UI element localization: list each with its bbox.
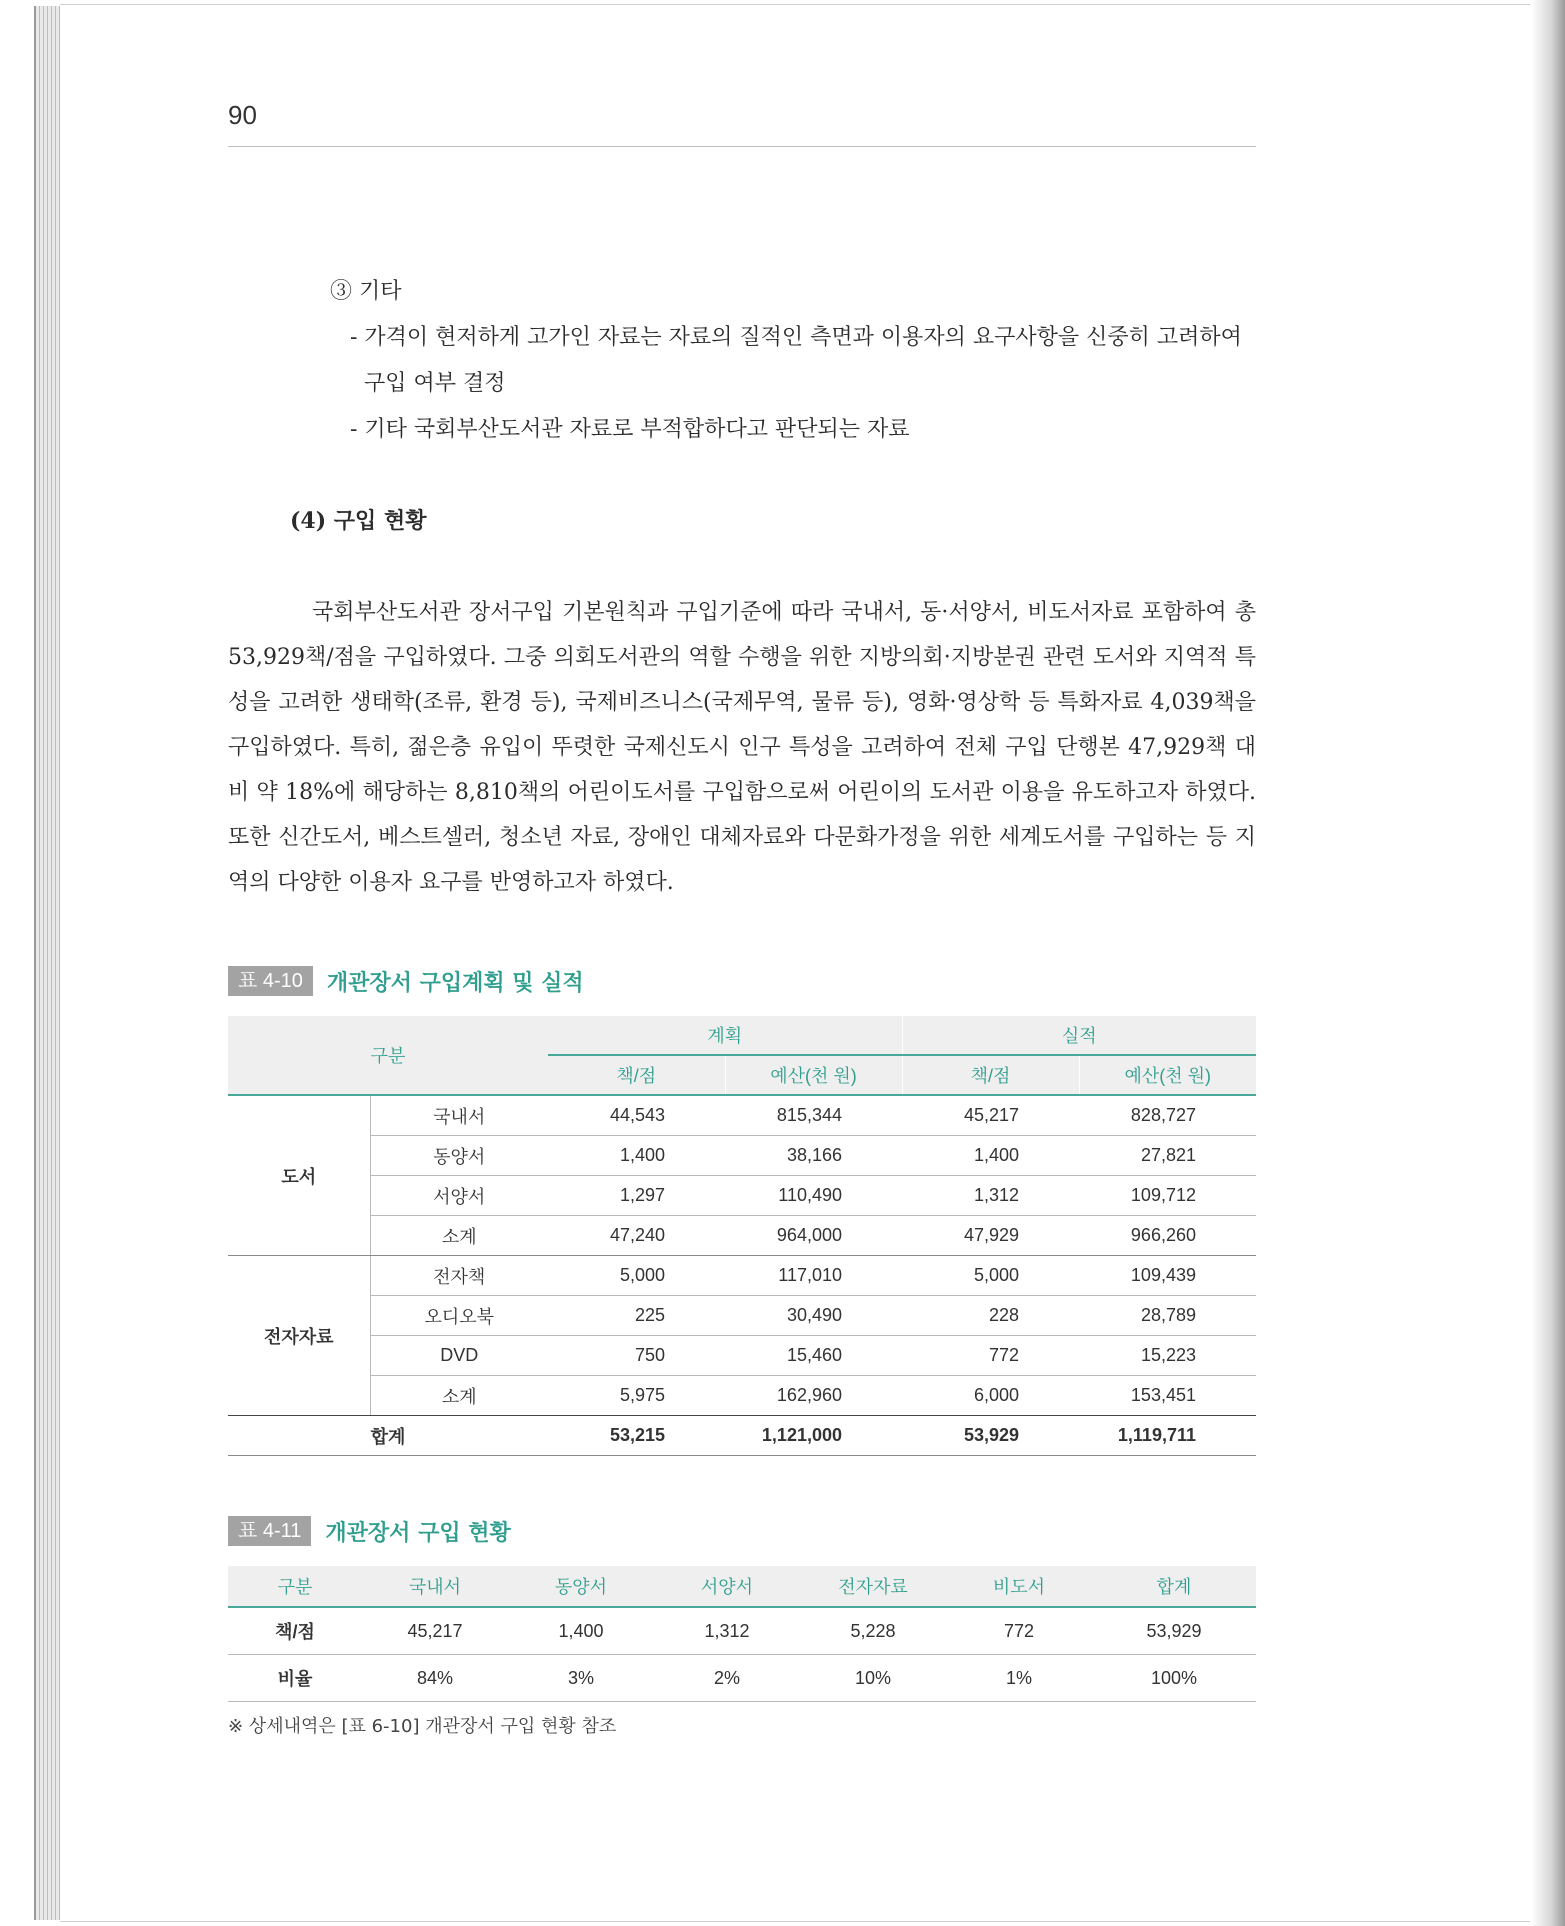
header-category: 구분 — [228, 1016, 548, 1095]
page-shadow — [1531, 0, 1565, 1926]
group-books: 도서 — [228, 1095, 370, 1256]
cell: 47,929 — [902, 1216, 1079, 1256]
header-cell: 전자자료 — [800, 1566, 946, 1607]
item3-heading: ③ 기타 — [330, 279, 402, 304]
cell: 1,119,711 — [1079, 1416, 1256, 1456]
header-cell: 구분 — [228, 1566, 362, 1607]
row-label: DVD — [370, 1336, 548, 1376]
cell: 5,000 — [902, 1256, 1079, 1296]
cell: 772 — [902, 1336, 1079, 1376]
cell: 10% — [800, 1655, 946, 1702]
cell: 228 — [902, 1296, 1079, 1336]
section-heading: (4) 구입 현황 — [290, 508, 427, 534]
table-row — [228, 1607, 1256, 1655]
table-4-11-tag: 표 4-11 — [228, 1516, 311, 1546]
table-row — [228, 1336, 1256, 1376]
header-cell: 합계 — [1092, 1566, 1256, 1607]
row-label: 소계 — [370, 1376, 548, 1416]
table-4-11-caption — [228, 1516, 511, 1546]
table-note: ※ 상세내역은 [표 6-10] 개관장서 구입 현황 참조 — [228, 1716, 617, 1737]
table-row — [228, 1376, 1256, 1416]
cell: 53,929 — [1092, 1607, 1256, 1655]
cell: 1,400 — [508, 1607, 654, 1655]
header-rule — [228, 146, 1256, 147]
sub-actual-budget: 예산(천 원) — [1079, 1055, 1256, 1095]
group-electronic: 전자자료 — [228, 1256, 370, 1416]
cell: 110,490 — [725, 1176, 902, 1216]
cell: 44,543 — [548, 1095, 725, 1136]
table-total-row — [228, 1416, 1256, 1456]
cell: 109,712 — [1079, 1176, 1256, 1216]
cell: 117,010 — [725, 1256, 902, 1296]
cell: 53,929 — [902, 1416, 1079, 1456]
cell: 966,260 — [1079, 1216, 1256, 1256]
cell: 1,400 — [548, 1136, 725, 1176]
table-row — [228, 1256, 1256, 1296]
table-4-10 — [228, 1016, 1256, 1456]
cell: 162,960 — [725, 1376, 902, 1416]
row-label: 전자책 — [370, 1256, 548, 1296]
row-label: 책/점 — [228, 1607, 362, 1655]
cell: 100% — [1092, 1655, 1256, 1702]
cell: 6,000 — [902, 1376, 1079, 1416]
cell: 1% — [946, 1655, 1092, 1702]
cell: 38,166 — [725, 1136, 902, 1176]
cell: 53,215 — [548, 1416, 725, 1456]
cell: 1,121,000 — [725, 1416, 902, 1456]
cell: 5,228 — [800, 1607, 946, 1655]
header-actual: 실적 — [902, 1016, 1256, 1055]
table-row — [228, 1216, 1256, 1256]
table-4-11-title: 개관장서 구입 현황 — [325, 1520, 511, 1546]
cell: 45,217 — [362, 1607, 508, 1655]
table-4-11 — [228, 1566, 1256, 1702]
row-label: 소계 — [370, 1216, 548, 1256]
row-label: 비율 — [228, 1655, 362, 1702]
header-cell: 국내서 — [362, 1566, 508, 1607]
table-row — [228, 1176, 1256, 1216]
cell: 225 — [548, 1296, 725, 1336]
cell: 47,240 — [548, 1216, 725, 1256]
cell: 84% — [362, 1655, 508, 1702]
cell: 45,217 — [902, 1095, 1079, 1136]
section-paragraph — [228, 590, 1256, 905]
row-label: 국내서 — [370, 1095, 548, 1136]
table-4-10-caption — [228, 966, 584, 996]
table-row — [228, 1095, 1256, 1136]
cell: 2% — [654, 1655, 800, 1702]
cell: 5,975 — [548, 1376, 725, 1416]
cell: 828,727 — [1079, 1095, 1256, 1136]
header-plan: 계획 — [548, 1016, 902, 1055]
cell: 1,312 — [654, 1607, 800, 1655]
cell: 772 — [946, 1607, 1092, 1655]
cell: 3% — [508, 1655, 654, 1702]
cell: 15,223 — [1079, 1336, 1256, 1376]
sub-actual-count: 책/점 — [902, 1055, 1079, 1095]
table-row — [228, 1136, 1256, 1176]
header-cell: 비도서 — [946, 1566, 1092, 1607]
cell: 1,297 — [548, 1176, 725, 1216]
table-row — [228, 1296, 1256, 1336]
row-label: 동양서 — [370, 1136, 548, 1176]
cell: 28,789 — [1079, 1296, 1256, 1336]
total-label: 합계 — [228, 1416, 548, 1456]
table-row — [228, 1655, 1256, 1702]
row-label: 오디오북 — [370, 1296, 548, 1336]
item3-bullet1: - 가격이 현저하게 고가인 자료는 자료의 질적인 측면과 이용자의 요구사항을 신중히 고려하여 — [350, 325, 1242, 350]
item3-bullet1-cont: 구입 여부 결정 — [364, 371, 506, 396]
header-cell: 동양서 — [508, 1566, 654, 1607]
cell: 1,400 — [902, 1136, 1079, 1176]
cell: 153,451 — [1079, 1376, 1256, 1416]
cell: 5,000 — [548, 1256, 725, 1296]
table-4-10-title: 개관장서 구입계획 및 실적 — [326, 970, 584, 996]
cell: 109,439 — [1079, 1256, 1256, 1296]
sub-plan-count: 책/점 — [548, 1055, 725, 1095]
item3-bullet2: - 기타 국회부산도서관 자료로 부적합하다고 판단되는 자료 — [350, 417, 910, 442]
cell: 15,460 — [725, 1336, 902, 1376]
cell: 27,821 — [1079, 1136, 1256, 1176]
cell: 1,312 — [902, 1176, 1079, 1216]
cell: 750 — [548, 1336, 725, 1376]
table-4-10-tag: 표 4-10 — [228, 966, 313, 996]
sub-plan-budget: 예산(천 원) — [725, 1055, 902, 1095]
cell: 30,490 — [725, 1296, 902, 1336]
paragraph-text: 국회부산도서관 장서구입 기본원칙과 구입기준에 따라 국내서, 동·서양서, 비도서자료 포함하여 총 53,929책/점을 구입하였다. 그중 의회도서관의 역할 수행을 위한 지방의회·지방분권 관련 도서와 지역적 특성을 고려한 생태학(조류, 환경 등), 국제비즈니스(국제무역, 물류 등), 영화·영상학 등 특화자료 4,039책을 구입하였다. 특히, 젊은층 유입이 뚜렷한 국제신도시 인구 특성을 고려하여 전체 구입 단행본 47,929책 대비 약 18%에 해당하는 8,810책의 어린이도서를 구입함으로써 어린이의 도서관 이용을 유도하고자 하였다. 또한 신간도서, 베스트셀러, 청소년 자료, 장애인 대체자료와 다문화가정을 위한 세계도서를 구입하는 등 지역의 다양한 이용자 요구를 반영하고자 하였다. — [228, 600, 1256, 895]
cell: 815,344 — [725, 1095, 902, 1136]
row-label: 서양서 — [370, 1176, 548, 1216]
cell: 964,000 — [725, 1216, 902, 1256]
page-number: 90 — [228, 100, 257, 130]
header-cell: 서양서 — [654, 1566, 800, 1607]
